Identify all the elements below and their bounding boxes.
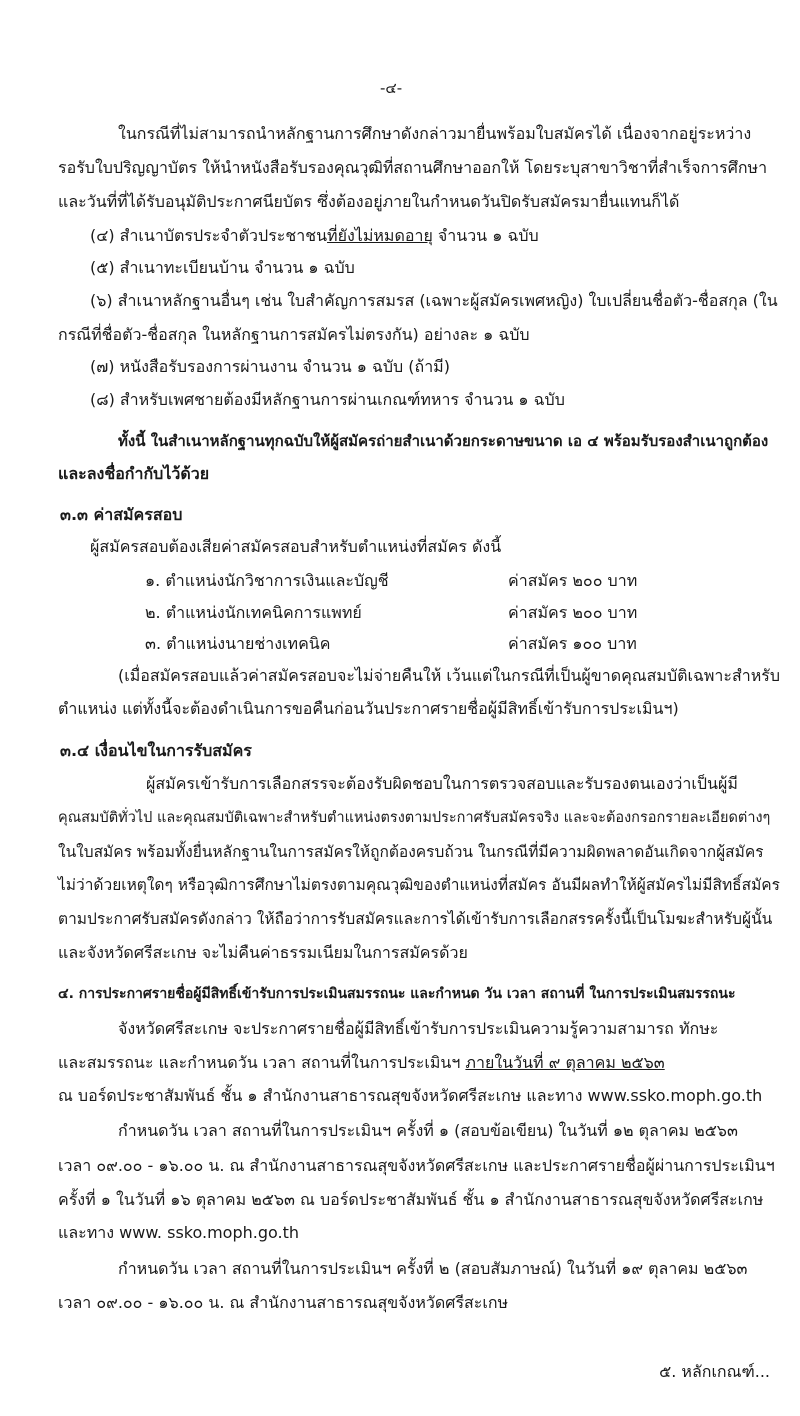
- item-5: (๕) สำเนาทะเบียนบ้าน จำนวน ๑ ฉบับ: [90, 258, 355, 277]
- fee-position: ๑. ตำแหน่งนักวิชาการเงินและบัญชี: [145, 571, 389, 590]
- note-bold-line2: และลงชื่อกำกับไว้ด้วย: [58, 464, 210, 483]
- section-4-p3-line2: เวลา ๐๙.๐๐ - ๑๖.๐๐ น. ณ สำนักงานสาธารณสุขจังหวัดศรีสะเกษ: [58, 1293, 509, 1312]
- fee-position: ๒. ตำแหน่งนักเทคนิคการแพทย์: [145, 603, 362, 622]
- item-8: (๘) สำหรับเพศชายต้องมีหลักฐานการผ่านเกณฑ์ทหาร จำนวน ๑ ฉบับ: [90, 390, 565, 409]
- section-4-p1-line3: ณ บอร์ดประชาสัมพันธ์ ชั้น ๑ สำนักงานสาธารณสุขจังหวัดศรีสะเกษ และทาง www.ssko.moph.go.th: [58, 1086, 763, 1105]
- para1-line3: และวันที่ที่ได้รับอนุมัติประกาศนียบัตร ซึ่งต้องอยู่ภายในกำหนดวันปิดรับสมัครมายื่นแทนก็ได้: [58, 192, 680, 211]
- para1-line1: ในกรณีที่ไม่สามารถนำหลักฐานการศึกษาดังกล่าวมายื่นพร้อมใบสมัครได้ เนื่องจากอยู่ระหว่าง: [118, 124, 752, 143]
- section-3-4-line3: ในใบสมัคร พร้อมทั้งยื่นหลักฐานในการสมัครให้ถูกต้องครบถ้วน ในกรณีที่มีความผิดพลาดอันเกิดจากผู้สมัคร: [58, 843, 764, 861]
- section-3-3-intro: ผู้สมัครสอบต้องเสียค่าสมัครสอบสำหรับตำแหน่งที่สมัคร ดังนี้: [90, 537, 502, 556]
- fee-position: ๓. ตำแหน่งนายช่างเทคนิค: [145, 634, 331, 653]
- section-4-heading: ๔. การประกาศรายชื่อผู้มีสิทธิ์เข้ารับการประเมินสมรรถนะ และกำหนด วัน เวลา สถานที่ ในการประเมินสมรรถนะ: [58, 986, 736, 1002]
- section-4-p2-line1: กำหนดวัน เวลา สถานที่ในการประเมินฯ ครั้งที่ ๑ (สอบข้อเขียน) ในวันที่ ๑๒ ตุลาคม ๒๕๖๓: [118, 1121, 738, 1140]
- section-4-p2-line3: ครั้งที่ ๑ ในวันที่ ๑๖ ตุลาคม ๒๕๖๓ ณ บอร์ดประชาสัมพันธ์ ชั้น ๑ สำนักงานสาธารณสุขจังหวัดศรีสะเกษ: [58, 1190, 764, 1209]
- section-3-4-line6: และจังหวัดศรีสะเกษ จะไม่คืนค่าธรรมเนียมในการสมัครด้วย: [58, 943, 468, 962]
- note-bold-line1: ทั้งนี้ ในสำเนาหลักฐานทุกฉบับให้ผู้สมัครถ่ายสำเนาด้วยกระดาษขนาด เอ ๔ พร้อมรับรองสำเนาถูกต้อง: [118, 432, 769, 450]
- para1-line2: รอรับใบปริญญาบัตร ให้นำหนังสือรับรองคุณวุฒิที่สถานศึกษาออกให้ โดยระบุสาขาวิชาที่สำเร็จการศึกษา: [58, 158, 768, 177]
- section-3-4-line2: คุณสมบัติทั่วไป และคุณสมบัติเฉพาะสำหรับตำแหน่งตรงตามประกาศรับสมัครจริง และจะต้องกรอกรายละเอียดต่างๆ: [58, 810, 771, 826]
- section-4-p3-line1: กำหนดวัน เวลา สถานที่ในการประเมินฯ ครั้งที่ ๒ (สอบสัมภาษณ์) ในวันที่ ๑๙ ตุลาคม ๒๕๖๓: [118, 1259, 748, 1278]
- item-4-count: จำนวน ๑ ฉบับ: [432, 226, 539, 245]
- section-4-p2-line2: เวลา ๐๙.๐๐ - ๑๖.๐๐ น. ณ สำนักงานสาธารณสุขจังหวัดศรีสะเกษ และประกาศรายชื่อผู้ผ่านการประเมินฯ: [58, 1156, 775, 1175]
- next-page-indicator: ๕. หลักเกณฑ์...: [659, 1362, 770, 1381]
- section-3-4-line5: ตามประกาศรับสมัครดังกล่าว ให้ถือว่าการรับสมัครและการได้เข้ารับการเลือกสรรครั้งนี้เป็นโมฆะสำหรับผู้นั้น: [58, 910, 773, 928]
- section-3-3-note-line1: (เมื่อสมัครสอบแล้วค่าสมัครสอบจะไม่จ่ายคืนให้ เว้นแต่ในกรณีที่เป็นผู้ขาดคุณสมบัติเฉพาะสำหรับ: [118, 666, 781, 685]
- section-3-3-heading: ๓.๓ ค่าสมัครสอบ: [60, 505, 183, 524]
- item-6-line2: กรณีที่ชื่อตัว-ชื่อสกุล ในหลักฐานการสมัครไม่ตรงกัน) อย่างละ ๑ ฉบับ: [58, 325, 530, 344]
- announcement-deadline: ภายในวันที่ ๙ ตุลาคม ๒๕๖๓: [465, 1053, 665, 1072]
- section-4-p1-line2: [58, 1053, 665, 1073]
- fee-amount: ค่าสมัคร ๑๐๐ บาท: [508, 634, 637, 653]
- item-4-text: (๔) สำเนาบัตรประจำตัวประชาชน: [90, 226, 328, 245]
- section-3-3-note-line2: ตำแหน่ง แต่ทั้งนี้จะต้องดำเนินการขอคืนก่อนวันประกาศรายชื่อผู้มีสิทธิ์เข้ารับการประเมินฯ): [58, 699, 679, 718]
- section-3-4-line4: ไม่ว่าด้วยเหตุใดๆ หรือวุฒิการศึกษาไม่ตรงตามคุณวุฒิของตำแหน่งที่สมัคร อันมีผลทำให้ผู้สมัครไม่มีสิทธิ์สมัคร: [58, 876, 780, 894]
- section-4-p2-line4: และทาง www. ssko.moph.go.th: [58, 1223, 299, 1242]
- item-7: (๗) หนังสือรับรองการผ่านงาน จำนวน ๑ ฉบับ (ถ้ามี): [90, 357, 450, 376]
- item-6-line1: (๖) สำเนาหลักฐานอื่นๆ เช่น ใบสำคัญการสมรส (เฉพาะผู้สมัครเพศหญิง) ใบเปลี่ยนชื่อตัว-ชื่อสกุล (ใน: [90, 291, 778, 310]
- section-3-4-heading: ๓.๔ เงื่อนไขในการรับสมัคร: [60, 741, 252, 760]
- fee-amount: ค่าสมัคร ๒๐๐ บาท: [508, 571, 638, 590]
- fee-amount: ค่าสมัคร ๒๐๐ บาท: [508, 603, 638, 622]
- page-number: -๔-: [380, 79, 403, 97]
- section-4-p1-line1: จังหวัดศรีสะเกษ จะประกาศรายชื่อผู้มีสิทธิ์เข้ารับการประเมินความรู้ความสามารถ ทักษะ: [118, 1019, 719, 1038]
- section-4-p1-line2-text: และสมรรถนะ และกำหนดวัน เวลา สถานที่ในการประเมินฯ: [58, 1053, 466, 1072]
- item-4: [90, 226, 539, 246]
- section-3-4-line1: ผู้สมัครเข้ารับการเลือกสรรจะต้องรับผิดชอบในการตรวจสอบและรับรองตนเองว่าเป็นผู้มี: [146, 774, 738, 793]
- item-4-underlined: ที่ยังไม่หมดอายุ: [327, 226, 433, 245]
